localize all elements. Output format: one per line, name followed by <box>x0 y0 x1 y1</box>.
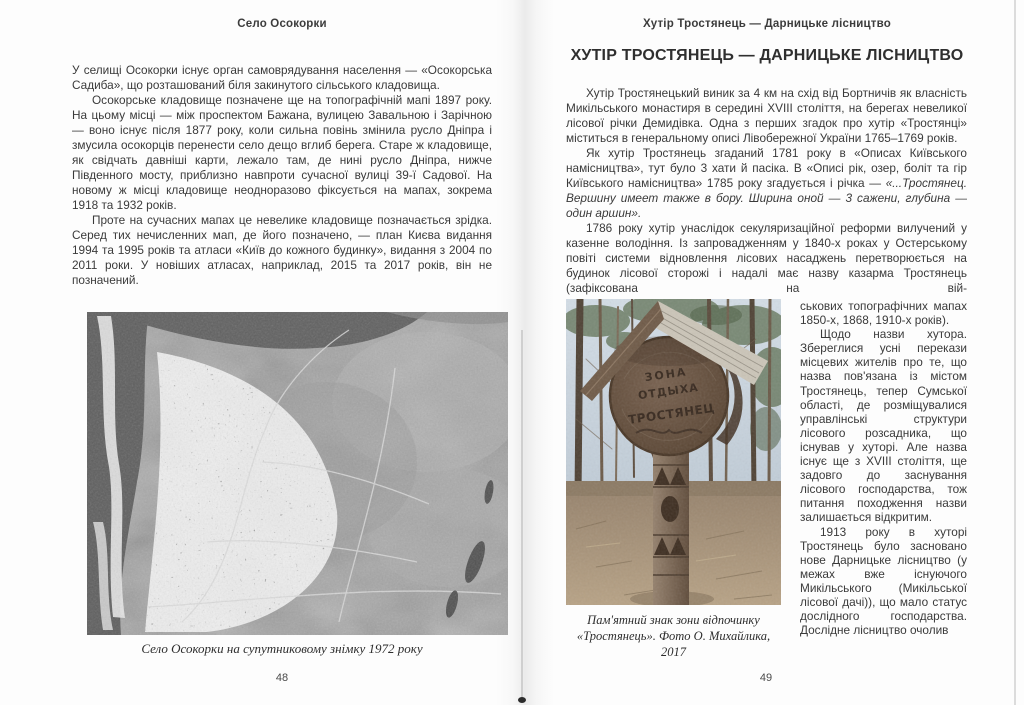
right-page-number: 49 <box>759 672 773 684</box>
paragraph: Проте на сучасних мапах це невелике кладовище позначається зрідка. Серед тих нечисленних мап, де його позначено, — план Києва видання 1994 та 1995 років та атласи «Київ до кожного будинку», видання з 2004 по 2011 роки. У новіших атласах, наприклад, 2015 та 2017 років, він не позначений. <box>72 213 492 287</box>
page-edge <box>1014 0 1016 705</box>
right-text-block <box>566 86 967 702</box>
sign-photo-figure <box>566 299 781 660</box>
paragraph: 1913 року в хуторі Тростянець було засновано нове Дарницьке лісництво (у межах вже існуючого Микільського (Микільської лісової дачі)), що мало статус дослідного господарства. Дослідне лісництво очолив <box>800 524 967 638</box>
satellite-image <box>87 312 508 635</box>
photo-text-wrap <box>566 299 967 660</box>
paragraph <box>566 146 967 221</box>
right-figure-caption <box>566 612 781 660</box>
sign-photo <box>566 299 781 605</box>
paragraph: ськових топографічних мапах 1850-х, 1868, 1910-х років). <box>800 299 967 328</box>
paragraph: 1786 року хутір унаслідок секуляризаційної реформи вилучений у казенне володіння. Із запровадженням у 1840-х роках у Остерському повіті системи відновлення лісових насаджень перетворюється на будинок лісової сторожі і надалі має назву казарма Тростянець (зафіксована на вій- <box>566 221 967 295</box>
caption-line: Пам'ятний знак зони відпочинку <box>587 613 760 627</box>
left-running-head: Село Осокорки <box>237 18 327 30</box>
paragraph-text: Як хутір Тростянець згаданий 1781 року в «Описах Київського намісництва», тут було 3 хати й пасіка. В «Описі рік, озер, боліт та гір Київського намісництва» 1785 року згадується і річка — <box>566 146 967 190</box>
left-text-block <box>72 63 492 311</box>
paragraph: Хутір Тростянецький виник за 4 км на схід від Бортничів як власність Микільського монастиря в середині XVIII століття, на берегах невеликої лісової річки Демидівка. Одна з перших згадок про хутір «Тростянці» міститься в генеральному описі Лівобережної України 1765–1769 років. <box>566 86 967 145</box>
gutter-crease <box>521 330 523 700</box>
left-figure-caption: Село Осокорки на супутниковому знімку 1972 року <box>141 641 423 656</box>
left-page-number: 48 <box>275 672 289 684</box>
binding-artifact <box>518 697 526 703</box>
wrapped-text-column <box>800 299 967 660</box>
satellite-figure <box>87 312 508 635</box>
right-running-head: Хутір Тростянець — Дарницьке лісництво <box>643 18 891 30</box>
paragraph: Щодо назви хутора. Збереглися усні перекази місцевих жителів про те, що назва пов'язана із містом Тростянець, тепер Сумської області, де розміщувалися управлінські структури лісового розсадника, що існував у хуторі. Але назва існує ще з XVIII століття, ще задовго до заснування лісового господарства, тож питання походження назви залишається відкритим. <box>800 327 967 525</box>
quote-italic: «...Тростянец. Вершину имеет также в бору. Ширина оной — 3 сажени, глубина — один аршин». <box>566 176 967 220</box>
paragraph: Осокорське кладовище позначене ще на топографічній мапі 1897 року. На цьому місці — між проспектом Бажана, вулицею Завальною і Зарічною — воно існує після 1877 року, коли сильна повінь змінила русло Дніпра і змусила осокорців перенести село дещо вглиб берега. Старе ж кладовище, як свідчать давніші карти, лежало там, де нині русло Дніпра, нижче Південного мосту, приблизно навпроти сучасної вулиці 39-ї Садової. На новому ж місці кладовище неодноразово фіксується на мапах, зокрема 1918 та 1932 років. <box>72 93 492 212</box>
chapter-title: ХУТІР ТРОСТЯНЕЦЬ — ДАРНИЦЬКЕ ЛІСНИЦТВО <box>570 47 964 64</box>
paragraph: У селищі Осокорки існує орган самоврядування населення — «Осокорська Садиба», що розташований біля закинутого сільського кладовища. <box>72 63 492 92</box>
caption-line: «Тростянець». Фото О. Михайлика, 2017 <box>576 629 771 659</box>
